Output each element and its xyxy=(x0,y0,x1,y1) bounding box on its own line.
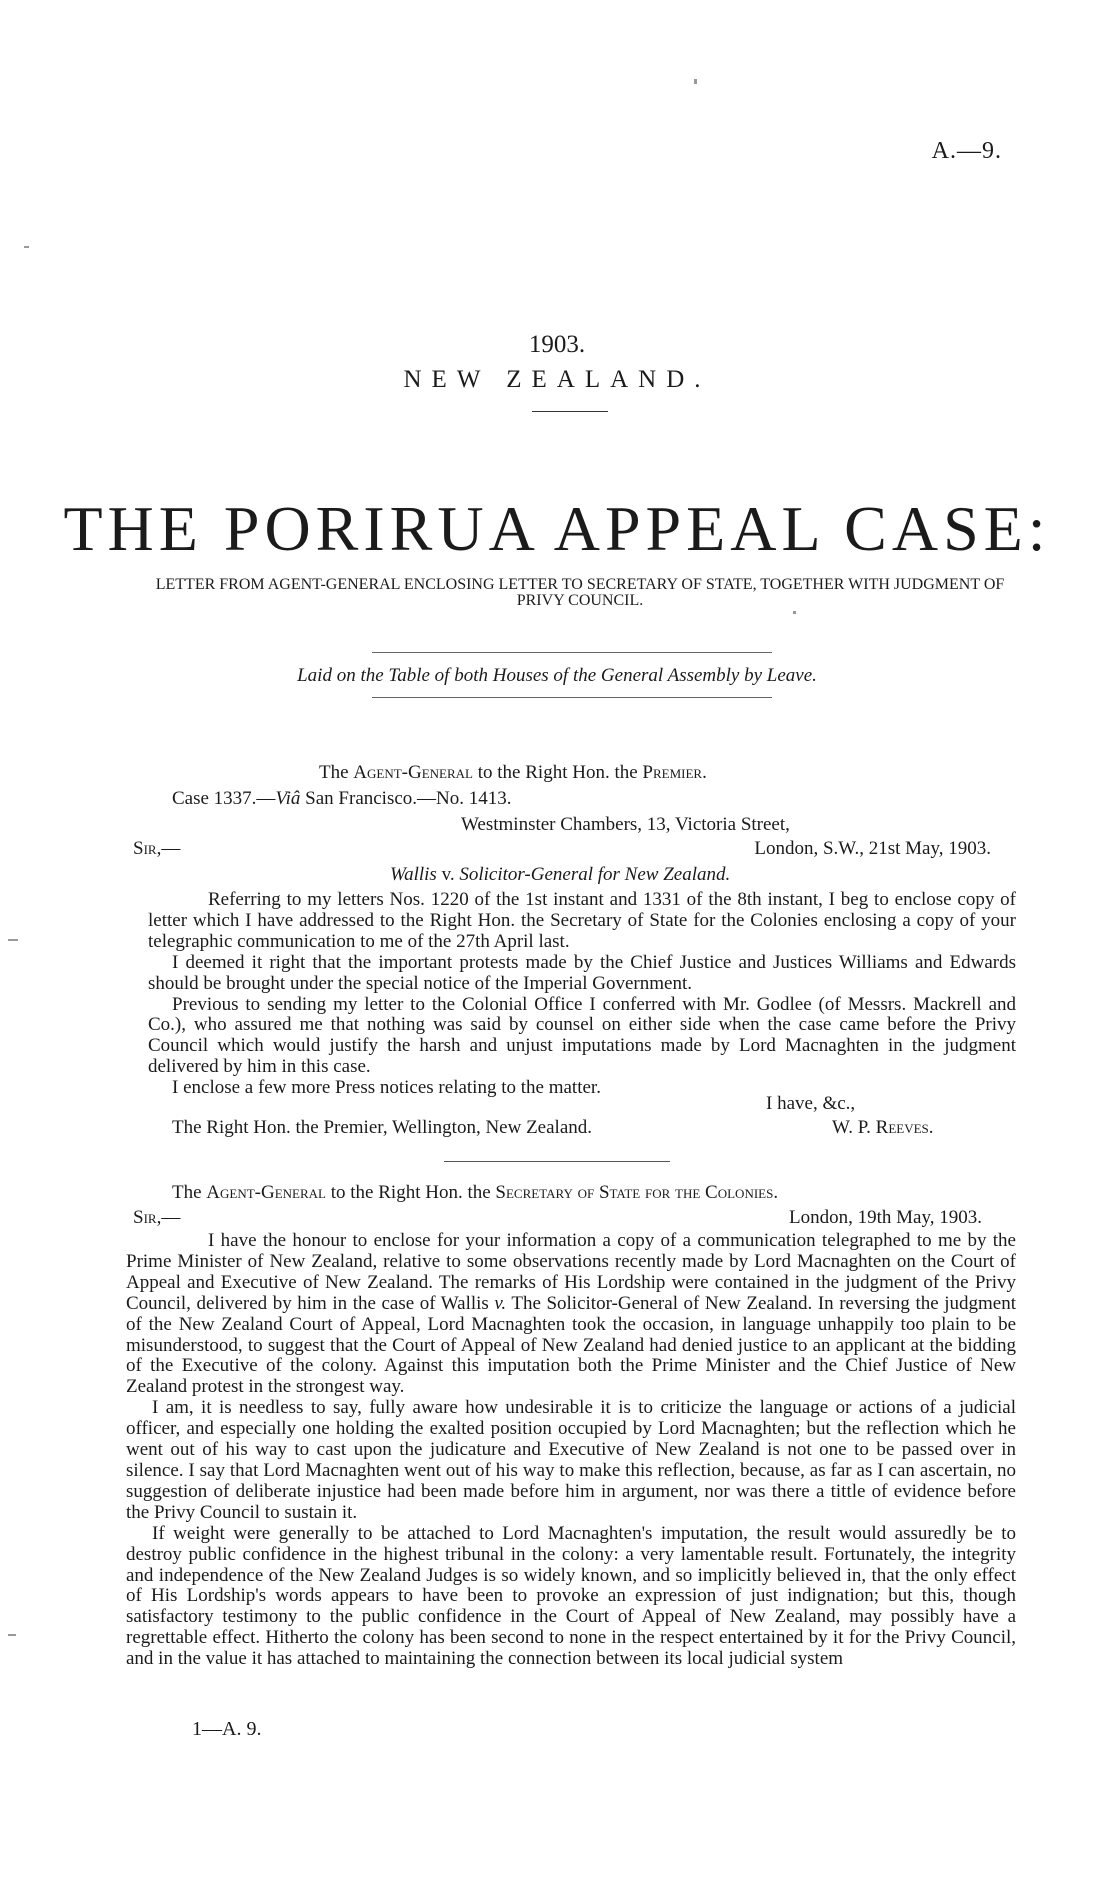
letter-date: London, 19th May, 1903. xyxy=(789,1207,982,1228)
paragraph: If weight were generally to be attached to Lord Macnaghten's imputation, the result would assuredly be to destroy public confidence in the highest tribunal in the colony: a very lamentable result. Fortunately, the integrity and independence of the New Zealand Judges is so widely known, and so implicitly believed in, that the only effect of His Lordship's words appears to have been to provoke an expression of just indignation; but this, though satisfactory testimony to the public confidence in the Court of Appeal of New Zealand, may possibly have a regrettable effect. Hitherto the colony has been second to none in the respect entertained by it for the Privy Council, and in the value it has attached to maintaining the connection between its local judicial system xyxy=(126,1522,1016,1670)
addressee: The Right Hon. the Premier, Wellington, New Zealand. xyxy=(172,1117,593,1138)
scan-speck xyxy=(24,246,29,248)
scan-speck xyxy=(8,1634,16,1636)
laid-on-table-note: Laid on the Table of both Houses of the General Assembly by Leave. xyxy=(297,665,817,686)
letter1-body xyxy=(148,890,1016,1099)
letter2-body xyxy=(126,1231,1016,1670)
case-reference: Case 1337.—Viâ San Francisco.—No. 1413. xyxy=(172,788,512,809)
letter-address: Westminster Chambers, 13, Victoria Street, xyxy=(461,814,790,835)
divider xyxy=(372,697,772,698)
document-title: THE PORIRUA APPEAL CASE: xyxy=(63,493,1051,564)
closing: I have, &c., xyxy=(766,1093,856,1114)
letter-heading: The Agent-General to the Right Hon. the Secretary of State for the Colonies. xyxy=(172,1182,779,1203)
page-reference: A.—9. xyxy=(931,138,1002,164)
sender: Agent-General xyxy=(353,762,473,783)
divider xyxy=(372,652,772,653)
paragraph: Referring to my letters Nos. 1220 of the 1st instant and 1331 of the 8th instant, I beg to enclose copy of letter which I have addressed to the Right Hon. the Secretary of State for the Colonies enclosing a copy of your telegraphic communication to me of the 27th April last. xyxy=(148,889,1016,952)
paragraph: I enclose a few more Press notices relating to the matter. xyxy=(172,1077,601,1099)
case-title: Wallis v. Solicitor-General for New Zealand. xyxy=(390,864,731,885)
divider xyxy=(532,411,608,412)
scan-speck xyxy=(793,611,796,614)
scan-speck xyxy=(694,79,697,84)
sender: Agent-General xyxy=(206,1182,326,1203)
divider xyxy=(444,1161,670,1162)
signature: W. P. Reeves. xyxy=(832,1117,934,1138)
signature-mark: 1—A. 9. xyxy=(192,1718,262,1740)
paragraph: I deemed it right that the important protests made by the Chief Justice and Justices Williams and Edwards should be brought under the special notice of the Imperial Government. xyxy=(148,951,1016,994)
paragraph: I have the honour to enclose for your information a copy of a communication telegraphed to me by the Prime Minister of New Zealand, relative to some observations recently made by Lord Macnaghten on the Court of Appeal and Executive of New Zealand. The remarks of His Lordship were contained in the judgment of the Privy Council, delivered by him in the case of Wallis v. The Solicitor-General of New Zealand. In reversing the judgment of the New Zealand Court of Appeal, Lord Macnaghten took the occasion, in language unhappily too plain to be misunderstood, to suggest that the Court of Appeal of New Zealand had denied justice to an applicant at the bidding of the Executive of the colony. Against this imputation both the Prime Minister and the Chief Justice of New Zealand protest in the strongest way. xyxy=(126,1230,1016,1398)
country: NEW ZEALAND. xyxy=(403,366,711,393)
recipient: Secretary of State for the Colonies. xyxy=(495,1182,779,1203)
salutation: Sir,— xyxy=(133,1207,181,1228)
letter-date: London, S.W., 21st May, 1903. xyxy=(754,838,991,859)
letter-heading: The Agent-General to the Right Hon. the Premier. xyxy=(319,762,707,783)
year: 1903. xyxy=(528,331,586,358)
paragraph: I am, it is needless to say, fully aware how undesirable it is to criticize the language or actions of a judicial officer, and especially one holding the exalted position occupied by Lord Macnaghten; but the reflection which he went out of his way to cast upon the judicature and Executive of New Zealand is not one to be passed over in silence. I say that Lord Macnaghten went out of his way to make this reflection, because, as far as I can ascertain, no suggestion of deliberate injustice had been made before him in argument, nor was there a tittle of evidence before the Privy Council to sustain it. xyxy=(126,1397,1016,1523)
paragraph: Previous to sending my letter to the Colonial Office I conferred with Mr. Godlee (of Messrs. Mackrell and Co.), who assured me that nothing was said by counsel on either side when the case came before the Privy Council which would justify the harsh and unjust imputations made by Lord Macnaghten in the judgment delivered by him in this case. xyxy=(148,993,1016,1078)
document-subtitle: LETTER FROM AGENT-GENERAL ENCLOSING LETTER TO SECRETARY OF STATE, TOGETHER WITH JUDGMENT OF PRIVY COUNCIL. xyxy=(155,576,1005,609)
salutation: Sir,— xyxy=(133,838,181,859)
recipient: Premier. xyxy=(642,762,707,783)
scan-speck xyxy=(8,939,18,941)
